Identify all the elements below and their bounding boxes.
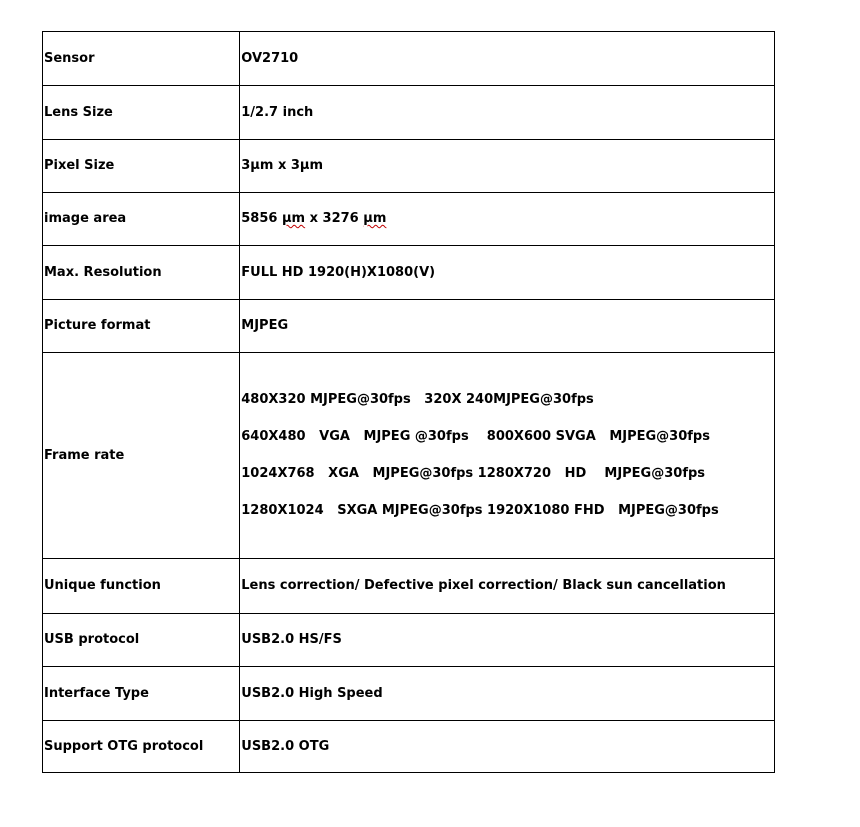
row-value: OV2710 bbox=[240, 32, 775, 86]
row-value: Lens correction/ Defective pixel correction/ Black sun cancellation bbox=[240, 559, 775, 614]
row-label: Interface Type bbox=[43, 667, 240, 721]
spell-check-word: μm bbox=[281, 211, 306, 226]
row-value: USB2.0 High Speed bbox=[240, 667, 775, 721]
row-value: FULL HD 1920(H)X1080(V) bbox=[240, 246, 775, 300]
table-row bbox=[43, 300, 775, 353]
frame-rate-line: 640X480 VGA MJPEG @30fps 800X600 SVGA MJPEG@30fps bbox=[241, 429, 710, 444]
row-value: 3μm x 3μm bbox=[240, 140, 775, 193]
table-row bbox=[43, 614, 775, 667]
table-row bbox=[43, 667, 775, 721]
row-value bbox=[240, 353, 775, 559]
table-row bbox=[43, 559, 775, 614]
table-row bbox=[43, 32, 775, 86]
row-label: Sensor bbox=[43, 32, 240, 86]
frame-rate-line: 1024X768 XGA MJPEG@30fps 1280X720 HD MJPEG@30fps bbox=[241, 466, 706, 481]
table-row bbox=[43, 86, 775, 140]
row-label: USB protocol bbox=[43, 614, 240, 667]
table-row bbox=[43, 353, 775, 559]
row-label: Frame rate bbox=[43, 353, 240, 559]
row-label: Unique function bbox=[43, 559, 240, 614]
row-value: USB2.0 HS/FS bbox=[240, 614, 775, 667]
table-row bbox=[43, 246, 775, 300]
spell-check-word: μm bbox=[363, 211, 387, 226]
row-label: Max. Resolution bbox=[43, 246, 240, 300]
image-area-prefix: 5856 bbox=[241, 211, 282, 226]
row-value bbox=[240, 193, 775, 246]
row-label: Picture format bbox=[43, 300, 240, 353]
row-label: image area bbox=[43, 193, 240, 246]
image-area-mid: x 3276 bbox=[305, 211, 364, 226]
table-row bbox=[43, 140, 775, 193]
spec-table bbox=[42, 31, 775, 773]
frame-rate-line: 480X320 MJPEG@30fps 320X 240MJPEG@30fps bbox=[241, 392, 594, 407]
row-value: USB2.0 OTG bbox=[240, 721, 775, 773]
row-value: 1/2.7 inch bbox=[240, 86, 775, 140]
row-value: MJPEG bbox=[240, 300, 775, 353]
row-label: Lens Size bbox=[43, 86, 240, 140]
row-label: Pixel Size bbox=[43, 140, 240, 193]
table-row bbox=[43, 193, 775, 246]
table-row bbox=[43, 721, 775, 773]
frame-rate-line: 1280X1024 SXGA MJPEG@30fps 1920X1080 FHD MJPEG@30fps bbox=[241, 503, 719, 518]
row-label: Support OTG protocol bbox=[43, 721, 240, 773]
